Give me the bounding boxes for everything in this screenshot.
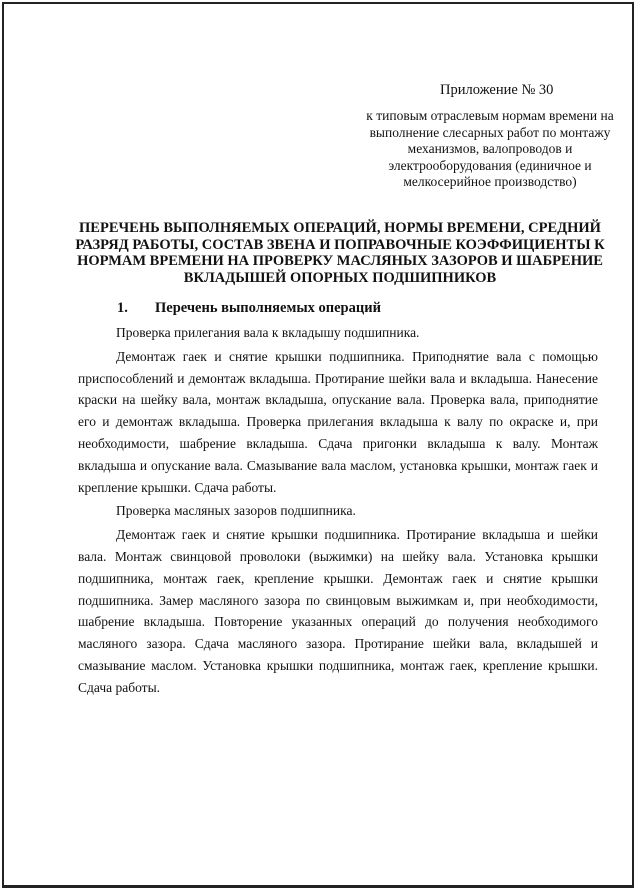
appendix-title: Приложение № 30 <box>440 82 554 98</box>
section-title: Перечень выполняемых операций <box>155 300 381 316</box>
document-heading: ПЕРЕЧЕНЬ ВЫПОЛНЯЕМЫХ ОПЕРАЦИЙ, НОРМЫ ВРЕМЕНИ, СРЕДНИЙ РАЗРЯД РАБОТЫ, СОСТАВ ЗВЕНА И ПОПРАВОЧНЫЕ КОЭФФИЦИЕНТЫ К НОРМАМ ВРЕМЕНИ НА ПРОВЕРКУ МАСЛЯНЫХ ЗАЗОРОВ И ШАБРЕНИЕ ВКЛАДЫШЕЙ ОПОРНЫХ ПОДШИПНИКОВ <box>75 220 605 286</box>
paragraph: Проверка масляных зазоров подшипника. <box>116 503 356 519</box>
paragraph: Демонтаж гаек и снятие крышки подшипника. Приподнятие вала с помощью приспособлений и демонтаж вкладыша. Протирание шейки вала и вкладыша. Нанесение краски на шейку вала, монтаж вкладыша, опускание вала. Проверка вала, приподнятие его и демонтаж вкладыша. Проверка прилегания вкладыша к валу по окраске и, при необходимости, шабрение вкладыша. Сдача пригонки вкладыша к валу. Монтаж вкладыша и опускание вала. Смазывание вала маслом, установка крышки, монтаж гаек и крепление крышки. Сдача работы. <box>78 348 598 495</box>
body-text <box>78 322 598 699</box>
section-heading <box>117 300 381 317</box>
paragraph: Демонтаж гаек и снятие крышки подшипника. Протирание вкладыша и шейки вала. Монтаж свинцовой проволоки (выжимки) на шейку вала. Установка крышки подшипника, монтаж гаек, крепление крышки. Демонтаж гаек и снятие крышки подшипника. Замер масляного зазора по свинцовым выжимкам и, при необходимости, шабрение вкладыша. Повторение указанных операций до получения необходимого масляного зазора. Сдача масляного зазора. Протирание шейки вала, вкладышей и смазывание маслом. Установка крышки подшипника, монтаж гаек, крепление крышки. Сдача работы. <box>78 527 598 695</box>
appendix-subtitle: к типовым отраслевым нормам времени на выполнение слесарных работ по монтажу механизмов, валопроводов и электрооборудования (единичное и мелкосерийное производство) <box>366 108 614 190</box>
paragraph: Проверка прилегания вала к вкладышу подшипника. <box>116 325 420 340</box>
section-number: 1. <box>117 300 128 316</box>
